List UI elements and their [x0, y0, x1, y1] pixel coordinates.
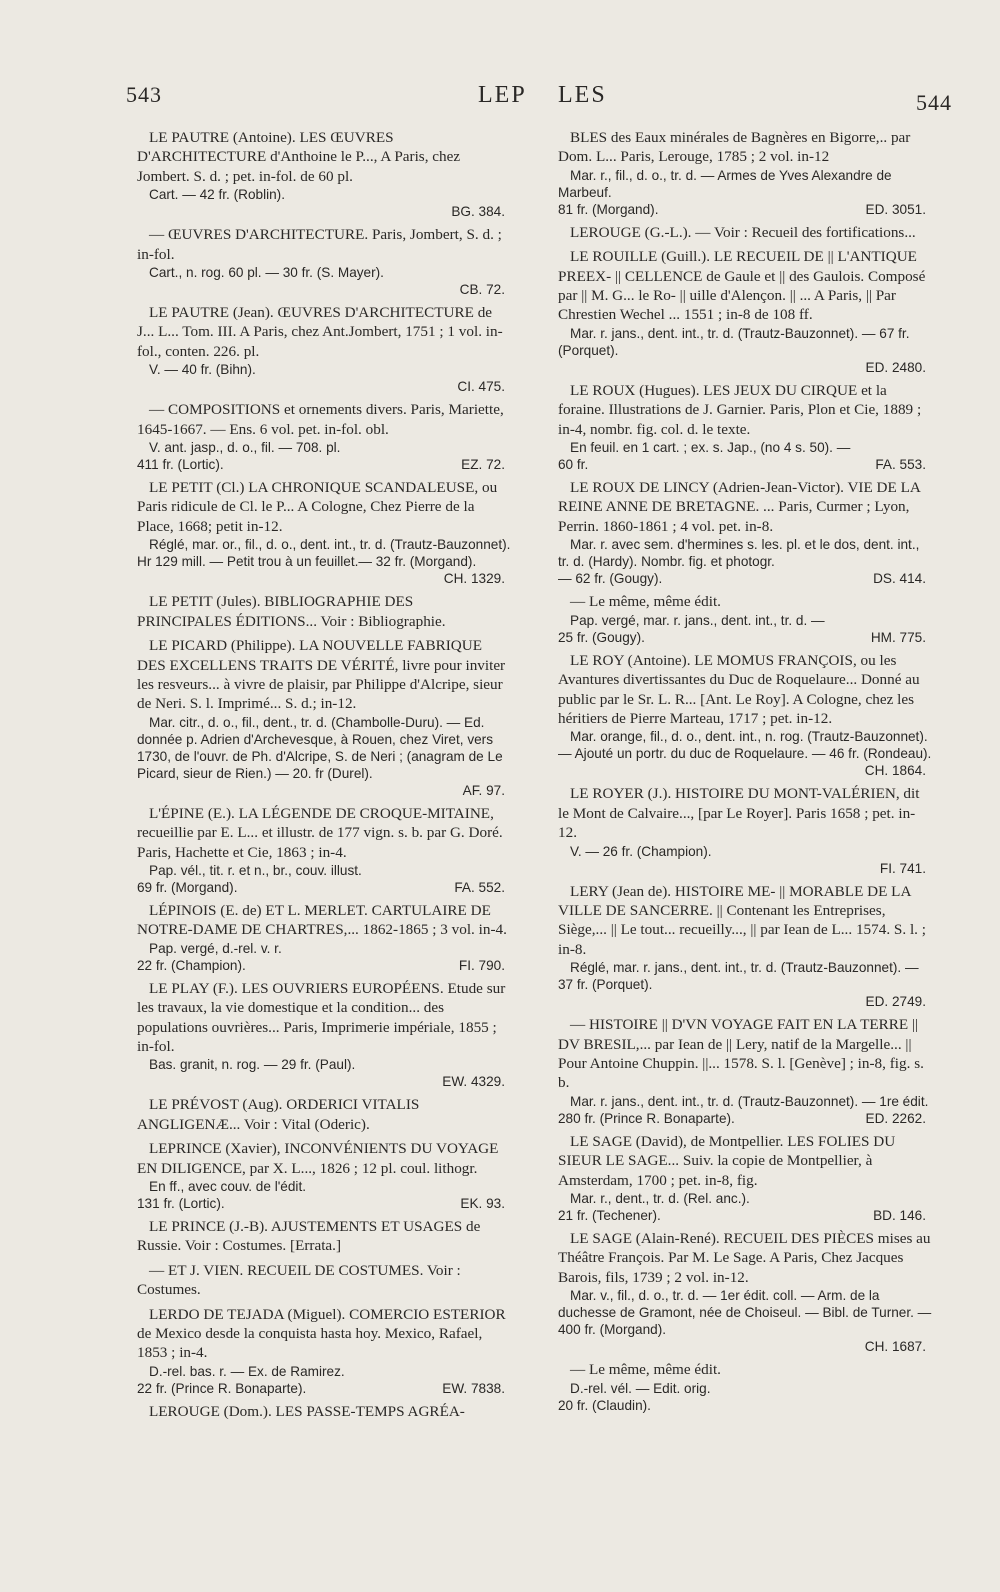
entry-reference [137, 456, 511, 473]
entry-reference [137, 378, 511, 395]
entry-heading: — Le même, même édit. [570, 593, 721, 611]
entry-reference [137, 281, 511, 298]
entry-heading: — Le même, même édit. [570, 1361, 721, 1379]
catalog-ref: FA. 552. [454, 879, 505, 895]
catalog-entry [558, 1229, 932, 1355]
catalog-entry [558, 1015, 932, 1127]
catalog-entry [137, 400, 511, 473]
entry-reference [137, 203, 511, 220]
catalog-ref: EW. 4329. [442, 1074, 505, 1090]
catalog-entry [137, 1095, 511, 1134]
catalog-entry [137, 478, 511, 587]
catalog-ref: HM. 775. [870, 629, 926, 645]
entry-note: Mar. r., fil., d. o., tr. d. — Armes de Yves Alexandre de Marbeuf. [558, 167, 892, 200]
entry-note: Réglé, mar. or., fil., d. o., dent. int., tr. d. (Trautz-Bauzonnet). Hr 129 mill. — Petit trou à un feuillet.— 32 fr. (Morgand). [137, 537, 511, 570]
catalog-entry [558, 478, 932, 587]
entry-heading: LEROUGE (Dom.). LES PASSE-TEMPS AGRÉA- [149, 1402, 465, 1420]
entry-heading: LE ROUILLE (Guill.). LE RECUEIL DE || L'ANTIQUE PREEX- || CELLENCE de Gaule et || des Gaulois. Composé par || M. G... le Ro- || uille d'Alençon. || ... A Paris, || Par Chrestien Wechel ... 1551 ; in-8 de 108 ff. [558, 248, 926, 324]
catalog-ref: CB. 72. [459, 282, 505, 298]
catalog-entry [137, 1217, 511, 1256]
entry-note: Bas. granit, n. rog. — 29 fr. (Paul). [149, 1057, 356, 1073]
catalog-ref [926, 1397, 932, 1414]
entry-note: Mar. r. jans., dent. int., tr. d. (Trautz-Bauzonnet). — 1re édit. [570, 1093, 929, 1109]
entry-heading: — ŒUVRES D'ARCHITECTURE. Paris, Jombert, S. d. ; in-fol. [137, 226, 502, 263]
sale-price: 411 fr. (Lortic). [137, 457, 224, 473]
entry-heading: LERY (Jean de). HISTOIRE ME- || MORABLE DE LA VILLE DE SANCERRE. || Contenant les Entreprises, Siège,... || Le tout... recueilly..., || par Iean de L... 1574. S. l. ; in-8. [558, 882, 926, 958]
catalog-ref: ED. 2749. [865, 994, 926, 1010]
catalog-entry [137, 636, 511, 799]
sale-price: — 62 fr. (Gougy). [558, 571, 663, 587]
entry-note: V. ant. jasp., d. o., fil. — 708. pl. [149, 440, 341, 456]
entry-heading: LE PAUTRE (Antoine). LES ŒUVRES D'ARCHITECTURE d'Anthoine le P..., A Paris, chez Jombert. S. d. ; pet. in-fol. de 60 pl. [137, 129, 461, 185]
entry-note: En ff., avec couv. de l'édit. [149, 1179, 306, 1194]
running-head-left: LEP [478, 82, 527, 108]
catalog-entry [558, 651, 932, 780]
catalog-entry [137, 592, 511, 631]
entry-heading: LE PRÉVOST (Aug). ORDERICI VITALIS ANGLIGENÆ... Voir : Vital (Oderic). [137, 1096, 420, 1133]
catalog-entry [137, 804, 511, 896]
catalog-ref: ED. 2262. [865, 1110, 926, 1126]
catalog-entry [558, 882, 932, 1011]
entry-note: Mar. orange, fil., d. o., dent. int., n. rog. (Trautz-Bauzonnet). — Ajouté un portr. du duc de Roquelaure. — 46 fr. (Rondeau). [558, 729, 932, 762]
entry-note: V. — 40 fr. (Bihn). [149, 362, 256, 378]
entry-reference [558, 762, 932, 779]
entry-reference [558, 359, 932, 376]
entry-reference [137, 1073, 511, 1090]
sale-price: 69 fr. (Morgand). [137, 879, 238, 895]
sale-price: 22 fr. (Prince R. Bonaparte). [137, 1380, 307, 1396]
left-column [137, 128, 511, 1426]
entry-note: V. — 26 fr. (Champion). [570, 843, 712, 859]
catalog-entry [558, 592, 932, 645]
entry-reference [137, 782, 511, 799]
entry-heading: LE PAUTRE (Jean). ŒUVRES D'ARCHITECTURE de J... L... Tom. III. A Paris, chez Ant.Jombert, 1751 ; 1 vol. in-fol., conten. 226. pl. [137, 304, 503, 360]
entry-note: Mar. r. avec sem. d'hermines s. les. pl. et le dos, dent. int., tr. d. (Hardy). Nombr. fig. et photogr. [558, 537, 920, 570]
entry-note: Pap. vergé, d.-rel. v. r. [149, 940, 282, 956]
entry-heading: — ET J. VIEN. RECUEIL DE COSTUMES. Voir : Costumes. [137, 1261, 461, 1299]
entry-reference [137, 570, 511, 587]
entry-reference [558, 1397, 932, 1414]
catalog-ref: CH. 1864. [864, 763, 926, 779]
catalog-ref: FI. 741. [879, 860, 926, 876]
entry-heading: — COMPOSITIONS et ornements divers. Paris, Mariette, 1645-1667. — Ens. 6 vol. pet. in-fol. obl. [137, 401, 504, 438]
entry-reference [558, 860, 932, 877]
entry-reference [558, 1110, 932, 1127]
catalog-entry [137, 303, 511, 395]
entry-reference [558, 201, 932, 218]
catalog-entry [558, 381, 932, 473]
entry-heading: LE PICARD (Philippe). LA NOUVELLE FABRIQUE DES EXCELLENS TRAITS DE VÉRITÉ, livre pour inviter les resveurs... à vivre de plaisir, par Philippe d'Alcripe, sieur de Neri. S. l. Imprimé... S. d.; in-12. [137, 637, 506, 713]
sale-price: 60 fr. [558, 457, 589, 473]
entry-reference [137, 1380, 511, 1397]
entry-reference [137, 879, 511, 896]
entry-heading: LERDO DE TEJADA (Miguel). COMERCIO ESTERIOR de Mexico desde la conquista hasta hoy. Mexico, Rafael, 1853 ; in-4. [137, 1305, 506, 1362]
catalog-entry [558, 128, 932, 218]
entry-heading: LE PETIT (Jules). BIBLIOGRAPHIE DES PRINCIPALES ÉDITIONS... Voir : Bibliographie. [137, 593, 446, 630]
catalog-ref: EZ. 72. [461, 457, 505, 473]
entry-reference [558, 629, 932, 646]
catalog-entry [137, 1261, 511, 1300]
right-column [558, 128, 932, 1419]
entry-note: Mar. citr., d. o., fil., dent., tr. d. (Chambolle-Duru). — Ed. donnée p. Adrien d'Archevesque, à Rouen, chez Viret, vers 1730, de l'ouvr. de Ph. d'Alcripe, S. de Neri ; (anagram de Le Picard, sieur de Rien.) — 20. fr (Durel). [137, 714, 503, 781]
sale-price: 21 fr. (Techener). [558, 1208, 661, 1223]
catalog-ref: FI. 790. [458, 957, 505, 973]
entry-heading: LE SAGE (David), de Montpellier. LES FOLIES DU SIEUR LE SAGE... Suiv. la copie de Montpellier, à Amsterdam, 1700 ; pet. in-8, fig. [558, 1132, 896, 1189]
entry-heading: LEPRINCE (Xavier), INCONVÉNIENTS DU VOYAGE EN DILIGENCE, par X. L..., 1826 ; 12 pl. coul. lithogr. [137, 1140, 499, 1177]
entry-note: Mar. r., dent., tr. d. (Rel. anc.). [570, 1191, 750, 1206]
catalog-entry [137, 901, 511, 974]
catalog-entry [137, 225, 511, 298]
entry-heading: LEROUGE (G.-L.). — Voir : Recueil des fortifications... [570, 223, 916, 241]
catalog-entry [558, 1360, 932, 1413]
catalog-ref: ED. 3051. [865, 201, 926, 217]
page-number-left: 543 [126, 82, 162, 107]
catalog-entry [137, 979, 511, 1091]
entry-note: En feuil. en 1 cart. ; ex. s. Jap., (no 4 s. 50). — [570, 440, 851, 456]
catalog-ref: CH. 1329. [443, 571, 505, 587]
catalog-ref: CI. 475. [457, 379, 505, 395]
entry-heading: LÉPINOIS (E. de) ET L. MERLET. CARTULAIRE DE NOTRE-DAME DE CHARTRES,... 1862-1865 ; 3 vol. in-4. [137, 901, 507, 939]
catalog-entry [558, 1132, 932, 1224]
entry-heading: LE PETIT (Cl.) LA CHRONIQUE SCANDALEUSE, ou Paris ridicule de Cl. le P... A Cologne, Chez Pierre de la Place, 1668; petit in-12. [137, 479, 498, 535]
entry-note: D.-rel. bas. r. — Ex. de Ramirez. [149, 1363, 345, 1379]
catalog-ref: EK. 93. [460, 1196, 505, 1211]
entry-note: D.-rel. vél. — Edit. orig. [570, 1380, 711, 1396]
catalog-entry [137, 1139, 511, 1212]
entry-note: Pap. vél., tit. r. et n., br., couv. illust. [149, 862, 362, 878]
sale-price: 22 fr. (Champion). [137, 957, 246, 973]
page-number-right: 544 [916, 90, 952, 115]
entry-heading: LE ROY (Antoine). LE MOMUS FRANÇOIS, ou les Avantures divertissantes du Duc de Roquelaure... Donné au public par le Sr. L. R... [Ant. Le Roy]. A Cologne, chez les héritiers de Pierre Marteau, 1717 ; pet. in-12. [558, 651, 920, 727]
entry-note: Cart., n. rog. 60 pl. — 30 fr. (S. Mayer). [149, 265, 384, 281]
entry-note: Cart. — 42 fr. (Roblin). [149, 187, 285, 203]
catalog-entry [137, 1305, 511, 1397]
entry-heading: LE ROUX (Hugues). LES JEUX DU CIRQUE et la foraine. Illustrations de J. Garnier. Paris, Plon et Cie, 1889 ; in-4, nombr. fig. col. d. le texte. [558, 381, 922, 438]
entry-reference [137, 1195, 511, 1212]
catalog-entry [558, 784, 932, 876]
entry-heading: LE SAGE (Alain-René). RECUEIL DES PIÈCES mises au Théâtre François. Par M. Le Sage. A Paris, Chez Jacques Barois, fils, 1739 ; 2 vol. in-12. [558, 1230, 931, 1286]
entry-note: Mar. v., fil., d. o., tr. d. — 1er édit. coll. — Arm. de la duchesse de Gramont, née de Choiseul. — Bibl. de Turner. — 400 fr. (Morgand). [558, 1288, 932, 1338]
entry-heading: BLES des Eaux minérales de Bagnères en Bigorre,.. par Dom. L... Paris, Lerouge, 1785 ; 2 vol. in-12 [558, 129, 911, 166]
entry-heading: LE ROYER (J.). HISTOIRE DU MONT-VALÉRIEN, dit le Mont de Calvaire..., [par Le Royer]. Paris 1658 ; pet. in-12. [558, 785, 920, 842]
catalog-ref: EW. 7838. [442, 1380, 505, 1396]
entry-reference [137, 957, 511, 974]
entry-note: Mar. r. jans., dent. int., tr. d. (Trautz-Bauzonnet). — 67 fr. (Porquet). [558, 325, 910, 358]
sale-price: 25 fr. (Gougy). [558, 629, 645, 645]
catalog-ref: CH. 1687. [864, 1339, 926, 1355]
sale-price: 280 fr. (Prince R. Bonaparte). [558, 1110, 735, 1126]
entry-heading: L'ÉPINE (E.). LA LÉGENDE DE CROQUE-MITAINE, recueillie par E. L... et illustr. de 177 vign. s. b. par G. Doré. Paris, Hachette et Cie, 1863 ; in-4. [137, 804, 503, 861]
entry-heading: LE PRINCE (J.-B). AJUSTEMENTS ET USAGES de Russie. Voir : Costumes. [Errata.] [137, 1218, 481, 1255]
catalog-ref: BG. 384. [451, 204, 505, 220]
catalog-entry [558, 247, 932, 376]
entry-heading: — HISTOIRE || D'VN VOYAGE FAIT EN LA TERRE || DV BRESIL,... par Iean de || Lery, natif de la Margelle... || Pour Antoine Chuppin. ||... 1578. S. l. [Genève] ; in-8, fig. s. b. [558, 1016, 924, 1092]
entry-heading: LE PLAY (F.). LES OUVRIERS EUROPÉENS. Etude sur les travaux, la vie domestique et la condition... des populations ouvrières... Paris, Imprimerie impériale, 1855 ; in-fol. [137, 979, 506, 1055]
catalog-ref: ED. 2480. [865, 359, 926, 375]
entry-reference [558, 1338, 932, 1355]
catalog-entry [137, 128, 511, 220]
catalog-ref: DS. 414. [873, 571, 926, 587]
catalog-entry [558, 223, 932, 242]
entry-reference [558, 993, 932, 1010]
catalog-entry [137, 1402, 511, 1421]
catalog-ref: FA. 553. [875, 457, 926, 473]
sale-price: 131 fr. (Lortic). [137, 1196, 225, 1211]
catalog-ref: BD. 146. [873, 1208, 926, 1223]
entry-reference [558, 1207, 932, 1224]
running-head-right: LES [558, 82, 607, 108]
entry-reference [558, 570, 932, 587]
sale-price: 20 fr. (Claudin). [558, 1397, 651, 1413]
entry-heading: LE ROUX DE LINCY (Adrien-Jean-Victor). VIE DE LA REINE ANNE DE BRETAGNE. ... Paris, Curmer ; Lyon, Perrin. 1860-1861 ; 4 vol. pet. in-8. [558, 479, 921, 535]
entry-reference [558, 456, 932, 473]
entry-note: Pap. vergé, mar. r. jans., dent. int., tr. d. — [570, 612, 825, 628]
catalog-ref: AF. 97. [462, 782, 505, 798]
sale-price: 81 fr. (Morgand). [558, 201, 659, 217]
entry-note: Réglé, mar. r. jans., dent. int., tr. d. (Trautz-Bauzonnet). — 37 fr. (Porquet). [558, 960, 919, 993]
